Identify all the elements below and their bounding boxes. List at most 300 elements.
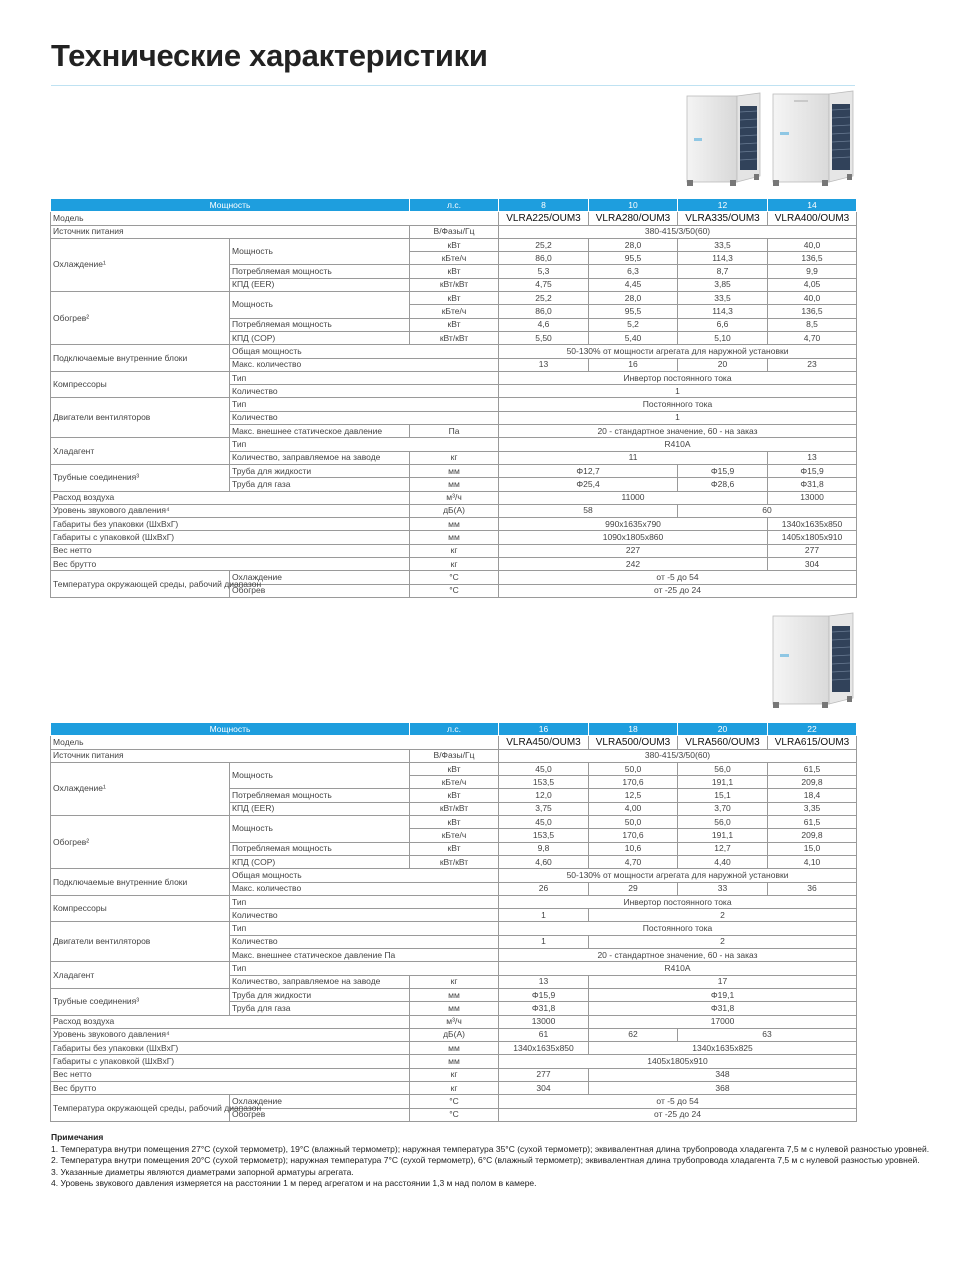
model-cell: VLRA450/OUM3 <box>499 736 589 749</box>
note-item: 2. Температура внутри помещения 20°C (сухой термометр); наружная температура 7°C (сухой термометр), 6°C (влажный термометр); эквивалентная длина трубопровода хладагента 7,5 м с нулевой разностью уровней. <box>51 1155 920 1166</box>
row-label: Труба для газа <box>230 1002 410 1015</box>
value-cell: 153,5 <box>499 829 589 842</box>
value-cell: 1405x1805x910 <box>499 1055 857 1068</box>
model-cell: VLRA615/OUM3 <box>768 736 857 749</box>
row-label: Потребляемая мощность <box>230 265 410 278</box>
group-label: Подключаемые внутренние блоки <box>51 869 230 896</box>
value-cell: 13 <box>768 451 857 464</box>
value-cell: 3,70 <box>678 802 768 815</box>
value-cell: 1340x1635x850 <box>768 518 857 531</box>
page-title: Технические характеристики <box>51 38 488 73</box>
value-cell: 33,5 <box>678 292 768 305</box>
unit-cell: °C <box>410 1108 499 1121</box>
value-cell: 20 - стандартное значение, 60 - на заказ <box>499 949 857 962</box>
row-label: Макс. внешнее статическое давление Па <box>230 949 499 962</box>
value-cell: 990x1635x790 <box>499 518 768 531</box>
table-row <box>51 371 857 384</box>
unit-cell: кВт <box>410 318 499 331</box>
row-label: Тип <box>230 398 499 411</box>
value-cell: 114,3 <box>678 252 768 265</box>
value-cell: 13 <box>499 358 589 371</box>
value-cell: 62 <box>589 1028 678 1041</box>
hp-cell: 20 <box>678 723 768 736</box>
table-row <box>51 762 857 775</box>
table-row <box>51 1028 857 1041</box>
table-row <box>51 1015 857 1028</box>
value-cell: 170,6 <box>589 829 678 842</box>
row-label: Вес нетто <box>51 1068 410 1081</box>
table-row <box>51 869 857 882</box>
value-cell: 33 <box>678 882 768 895</box>
row-label: Габариты с упаковкой (ШхВхГ) <box>51 531 410 544</box>
row-label: КПД (COP) <box>230 855 410 868</box>
value-cell: 9,8 <box>499 842 589 855</box>
value-cell: 4,40 <box>678 855 768 868</box>
row-label: Макс. количество <box>230 358 499 371</box>
value-cell: 28,0 <box>589 292 678 305</box>
row-label: Потребляемая мощность <box>230 318 410 331</box>
value-cell: 25,2 <box>499 292 589 305</box>
value-cell: 29 <box>589 882 678 895</box>
value-cell: 4,70 <box>768 331 857 344</box>
unit-cell: кВт/кВт <box>410 278 499 291</box>
value-cell: 86,0 <box>499 305 589 318</box>
value-cell: 33,5 <box>678 238 768 251</box>
value-cell: 5,3 <box>499 265 589 278</box>
row-label: Тип <box>230 895 499 908</box>
unit-cell: кВт <box>410 238 499 251</box>
value-cell: 5,40 <box>589 331 678 344</box>
unit-cell: мм <box>410 478 499 491</box>
value-cell: 114,3 <box>678 305 768 318</box>
value-cell: 4,45 <box>589 278 678 291</box>
value-cell: 1 <box>499 909 589 922</box>
value-cell: от -5 до 54 <box>499 571 857 584</box>
table-row <box>51 571 857 584</box>
spec-table-16-22hp <box>50 723 857 1122</box>
row-label: Потребляемая мощность <box>230 789 410 802</box>
value-cell: Φ28,6 <box>678 478 768 491</box>
group-label: Двигатели вентиляторов <box>51 922 230 962</box>
value-cell: 4,60 <box>499 855 589 868</box>
value-cell: 170,6 <box>589 776 678 789</box>
row-label: Вес нетто <box>51 544 410 557</box>
unit-cell: кВт/кВт <box>410 802 499 815</box>
value-cell: 5,10 <box>678 331 768 344</box>
unit-cell: мм <box>410 988 499 1001</box>
value-cell: 15,0 <box>768 842 857 855</box>
hp-cell: 8 <box>499 199 589 212</box>
row-label: Обогрев <box>230 1108 410 1121</box>
table-row <box>51 212 857 225</box>
value-cell: 45,0 <box>499 762 589 775</box>
group-label: Температура окружающей среды, рабочий диапазон <box>51 1095 230 1122</box>
row-label: Габариты без упаковки (ШхВхГ) <box>51 518 410 531</box>
value-cell: 13000 <box>499 1015 589 1028</box>
group-label: Подключаемые внутренние блоки <box>51 345 230 372</box>
row-label: Уровень звукового давления⁴ <box>51 1028 410 1041</box>
table-row <box>51 438 857 451</box>
value-cell: 380-415/3/50(60) <box>499 749 857 762</box>
group-label: Компрессоры <box>51 895 230 922</box>
hp-cell: 16 <box>499 723 589 736</box>
row-label: Охлаждение <box>230 1095 410 1108</box>
table-row <box>51 1082 857 1095</box>
header-hp: л.с. <box>410 723 499 736</box>
group-label: Хладагент <box>51 962 230 989</box>
row-label: Мощность <box>230 238 410 265</box>
value-cell: 12,0 <box>499 789 589 802</box>
group-label: Хладагент <box>51 438 230 465</box>
group-label: Охлаждение¹ <box>51 238 230 291</box>
title-rule <box>51 85 855 86</box>
value-cell: 136,5 <box>768 305 857 318</box>
value-cell: 1 <box>499 385 857 398</box>
row-label: КПД (COP) <box>230 331 410 344</box>
value-cell: 6,6 <box>678 318 768 331</box>
value-cell: 25,2 <box>499 238 589 251</box>
value-cell: 4,70 <box>589 855 678 868</box>
unit-cell: мм <box>410 1002 499 1015</box>
hp-cell: 12 <box>678 199 768 212</box>
value-cell: Инвертор постоянного тока <box>499 895 857 908</box>
row-label: Труба для жидкости <box>230 464 410 477</box>
unit-cell: В/Фазы/Гц <box>410 225 499 238</box>
unit-cell: кВт/кВт <box>410 855 499 868</box>
header-power: Мощность <box>51 723 410 736</box>
group-label: Трубные соединения³ <box>51 988 230 1015</box>
group-label: Компрессоры <box>51 371 230 398</box>
model-cell: VLRA500/OUM3 <box>589 736 678 749</box>
row-label: Количество, заправляемое на заводе <box>230 451 410 464</box>
unit-cell: кБте/ч <box>410 776 499 789</box>
value-cell: 40,0 <box>768 238 857 251</box>
unit-cell: °C <box>410 571 499 584</box>
value-cell: 4,05 <box>768 278 857 291</box>
table-row <box>51 558 857 571</box>
value-cell: 242 <box>499 558 768 571</box>
value-cell: 304 <box>768 558 857 571</box>
table-row <box>51 1068 857 1081</box>
value-cell: Φ15,9 <box>678 464 768 477</box>
unit-cell: В/Фазы/Гц <box>410 749 499 762</box>
table-row <box>51 1042 857 1055</box>
value-cell: 1405x1805x910 <box>768 531 857 544</box>
value-cell: 1340x1635x825 <box>589 1042 857 1055</box>
table-row <box>51 736 857 749</box>
vrf-outdoor-unit-icon <box>770 612 858 714</box>
unit-cell: мм <box>410 464 499 477</box>
row-label: Количество <box>230 909 499 922</box>
value-cell: от -25 до 24 <box>499 1108 857 1121</box>
value-cell: 58 <box>499 504 678 517</box>
table-row <box>51 464 857 477</box>
unit-cell: мм <box>410 1042 499 1055</box>
unit-cell: кг <box>410 1068 499 1081</box>
row-label: Мощность <box>230 762 410 789</box>
unit-cell: Па <box>410 425 499 438</box>
value-cell: 8,5 <box>768 318 857 331</box>
hp-cell: 18 <box>589 723 678 736</box>
value-cell: 304 <box>499 1082 589 1095</box>
value-cell: 12,5 <box>589 789 678 802</box>
value-cell: R410A <box>499 438 857 451</box>
row-label: Вес брутто <box>51 558 410 571</box>
table-row <box>51 225 857 238</box>
value-cell: 153,5 <box>499 776 589 789</box>
value-cell: 95,5 <box>589 252 678 265</box>
unit-cell: кБте/ч <box>410 305 499 318</box>
unit-cell: кВт <box>410 762 499 775</box>
value-cell: 20 - стандартное значение, 60 - на заказ <box>499 425 857 438</box>
value-cell: 86,0 <box>499 252 589 265</box>
value-cell: 9,9 <box>768 265 857 278</box>
note-item: 4. Уровень звукового давления измеряется на расстоянии 1 м перед агрегатом и на расстоянии 1,3 м над полом в камере. <box>51 1178 537 1189</box>
value-cell: 368 <box>589 1082 857 1095</box>
value-cell: 10,6 <box>589 842 678 855</box>
value-cell: 348 <box>589 1068 857 1081</box>
value-cell: R410A <box>499 962 857 975</box>
notes-title: Примечания <box>51 1132 104 1142</box>
row-label: Габариты с упаковкой (ШхВхГ) <box>51 1055 410 1068</box>
table-row <box>51 988 857 1001</box>
value-cell: 2 <box>589 909 857 922</box>
row-label: Труба для жидкости <box>230 988 410 1001</box>
table-row <box>51 238 857 251</box>
value-cell: Φ15,9 <box>499 988 589 1001</box>
value-cell: 28,0 <box>589 238 678 251</box>
spec-table-8-14hp <box>50 199 857 598</box>
row-label: Мощность <box>230 816 410 843</box>
value-cell: 17 <box>589 975 857 988</box>
value-cell: 61,5 <box>768 762 857 775</box>
value-cell: 209,8 <box>768 776 857 789</box>
value-cell: 40,0 <box>768 292 857 305</box>
unit-cell: кг <box>410 558 499 571</box>
row-label: Количество <box>230 935 499 948</box>
row-label: Источник питания <box>51 225 410 238</box>
value-cell: 3,35 <box>768 802 857 815</box>
notes <box>51 1132 929 1190</box>
value-cell: 56,0 <box>678 762 768 775</box>
value-cell: 50-130% от мощности агрегата для наружной установки <box>499 869 857 882</box>
table-header-row <box>51 199 857 212</box>
value-cell: от -25 до 24 <box>499 584 857 597</box>
value-cell: Постоянного тока <box>499 398 857 411</box>
value-cell: 17000 <box>589 1015 857 1028</box>
header-power: Мощность <box>51 199 410 212</box>
unit-cell: м³/ч <box>410 1015 499 1028</box>
note-item: 1. Температура внутри помещения 27°C (сухой термометр), 19°C (влажный термометр); наружная температура 35°C (сухой термометр); эквивалентная длина трубопровода хладагента 7,5 м с нулевой разностью уровней. <box>51 1143 930 1154</box>
table-row <box>51 922 857 935</box>
value-cell: Φ15,9 <box>768 464 857 477</box>
row-label: Расход воздуха <box>51 491 410 504</box>
value-cell: Φ25,4 <box>499 478 678 491</box>
unit-cell: °C <box>410 1095 499 1108</box>
row-label: Модель <box>51 212 499 225</box>
unit-cell: °C <box>410 584 499 597</box>
value-cell: 15,1 <box>678 789 768 802</box>
unit-cell: кБте/ч <box>410 829 499 842</box>
value-cell: 2 <box>589 935 857 948</box>
hp-cell: 14 <box>768 199 857 212</box>
row-label: Тип <box>230 371 499 384</box>
model-cell: VLRA400/OUM3 <box>768 212 857 225</box>
value-cell: 209,8 <box>768 829 857 842</box>
unit-cell: м³/ч <box>410 491 499 504</box>
value-cell: 6,3 <box>589 265 678 278</box>
row-label: Модель <box>51 736 499 749</box>
table-row <box>51 1055 857 1068</box>
table-row <box>51 398 857 411</box>
model-cell: VLRA225/OUM3 <box>499 212 589 225</box>
unit-cell: кг <box>410 975 499 988</box>
row-label: Габариты без упаковки (ШхВхГ) <box>51 1042 410 1055</box>
value-cell: Инвертор постоянного тока <box>499 371 857 384</box>
value-cell: 13000 <box>768 491 857 504</box>
row-label: Тип <box>230 438 499 451</box>
value-cell: 136,5 <box>768 252 857 265</box>
table-row <box>51 749 857 762</box>
row-label: Количество <box>230 385 499 398</box>
value-cell: 3,75 <box>499 802 589 815</box>
model-cell: VLRA560/OUM3 <box>678 736 768 749</box>
value-cell: 8,7 <box>678 265 768 278</box>
row-label: Общая мощность <box>230 345 499 358</box>
value-cell: 50,0 <box>589 762 678 775</box>
unit-cell: кг <box>410 1082 499 1095</box>
value-cell: 4,00 <box>589 802 678 815</box>
value-cell: Постоянного тока <box>499 922 857 935</box>
unit-cell: мм <box>410 531 499 544</box>
table-row <box>51 504 857 517</box>
table-row <box>51 491 857 504</box>
table-row <box>51 816 857 829</box>
row-label: Мощность <box>230 292 410 319</box>
unit-cell: кВт <box>410 265 499 278</box>
row-label: Источник питания <box>51 749 410 762</box>
table-row <box>51 345 857 358</box>
value-cell: Φ19,1 <box>589 988 857 1001</box>
value-cell: 63 <box>678 1028 857 1041</box>
value-cell: 26 <box>499 882 589 895</box>
table-row <box>51 518 857 531</box>
value-cell: 1 <box>499 411 857 424</box>
value-cell: 277 <box>499 1068 589 1081</box>
vrf-outdoor-unit-icon <box>770 90 858 192</box>
value-cell: от -5 до 54 <box>499 1095 857 1108</box>
hp-cell: 10 <box>589 199 678 212</box>
value-cell: 227 <box>499 544 768 557</box>
value-cell: 45,0 <box>499 816 589 829</box>
unit-cell: дБ(А) <box>410 1028 499 1041</box>
row-label: Вес брутто <box>51 1082 410 1095</box>
row-label: Количество, заправляемое на заводе <box>230 975 410 988</box>
value-cell: Φ31,8 <box>768 478 857 491</box>
row-label: Расход воздуха <box>51 1015 410 1028</box>
value-cell: 18,4 <box>768 789 857 802</box>
unit-cell: кВт/кВт <box>410 331 499 344</box>
value-cell: 36 <box>768 882 857 895</box>
value-cell: 3,85 <box>678 278 768 291</box>
value-cell: Φ31,8 <box>589 1002 857 1015</box>
row-label: КПД (EER) <box>230 802 410 815</box>
value-cell: 50,0 <box>589 816 678 829</box>
unit-cell: кВт <box>410 842 499 855</box>
value-cell: 191,1 <box>678 829 768 842</box>
value-cell: 61 <box>499 1028 589 1041</box>
row-label: Потребляемая мощность <box>230 842 410 855</box>
group-label: Обогрев² <box>51 816 230 869</box>
value-cell: Φ31,8 <box>499 1002 589 1015</box>
value-cell: 61,5 <box>768 816 857 829</box>
table-header-row <box>51 723 857 736</box>
table-row <box>51 1095 857 1108</box>
unit-cell: кг <box>410 451 499 464</box>
value-cell: 13 <box>499 975 589 988</box>
row-label: Труба для газа <box>230 478 410 491</box>
value-cell: 191,1 <box>678 776 768 789</box>
table-row <box>51 962 857 975</box>
value-cell: 16 <box>589 358 678 371</box>
hp-cell: 22 <box>768 723 857 736</box>
row-label: Охлаждение <box>230 571 410 584</box>
value-cell: 1090x1805x860 <box>499 531 768 544</box>
value-cell: Φ12,7 <box>499 464 678 477</box>
unit-cell: мм <box>410 518 499 531</box>
unit-cell: кВт <box>410 789 499 802</box>
group-label: Обогрев² <box>51 292 230 345</box>
model-cell: VLRA335/OUM3 <box>678 212 768 225</box>
row-label: Тип <box>230 962 499 975</box>
value-cell: 1 <box>499 935 589 948</box>
row-label: Общая мощность <box>230 869 499 882</box>
row-label: Макс. количество <box>230 882 499 895</box>
row-label: КПД (EER) <box>230 278 410 291</box>
value-cell: 23 <box>768 358 857 371</box>
vrf-outdoor-unit-icon <box>684 92 766 192</box>
row-label: Уровень звукового давления⁴ <box>51 504 410 517</box>
model-cell: VLRA280/OUM3 <box>589 212 678 225</box>
value-cell: 5,2 <box>589 318 678 331</box>
unit-cell: кВт <box>410 816 499 829</box>
value-cell: 56,0 <box>678 816 768 829</box>
unit-cell: мм <box>410 1055 499 1068</box>
group-label: Трубные соединения³ <box>51 464 230 491</box>
unit-cell: кг <box>410 544 499 557</box>
row-label: Обогрев <box>230 584 410 597</box>
table-row <box>51 292 857 305</box>
header-hp: л.с. <box>410 199 499 212</box>
value-cell: 4,10 <box>768 855 857 868</box>
row-label: Тип <box>230 922 499 935</box>
value-cell: 4,75 <box>499 278 589 291</box>
value-cell: 4,6 <box>499 318 589 331</box>
group-label: Охлаждение¹ <box>51 762 230 815</box>
table-row <box>51 531 857 544</box>
value-cell: 12,7 <box>678 842 768 855</box>
value-cell: 5,50 <box>499 331 589 344</box>
value-cell: 11 <box>499 451 768 464</box>
group-label: Температура окружающей среды, рабочий диапазон <box>51 571 230 598</box>
unit-cell: дБ(А) <box>410 504 499 517</box>
note-item: 3. Указанные диаметры являются диаметрами запорной арматуры агрегата. <box>51 1166 354 1177</box>
value-cell: 95,5 <box>589 305 678 318</box>
unit-cell: кБте/ч <box>410 252 499 265</box>
value-cell: 60 <box>678 504 857 517</box>
table-row <box>51 895 857 908</box>
unit-cell: кВт <box>410 292 499 305</box>
